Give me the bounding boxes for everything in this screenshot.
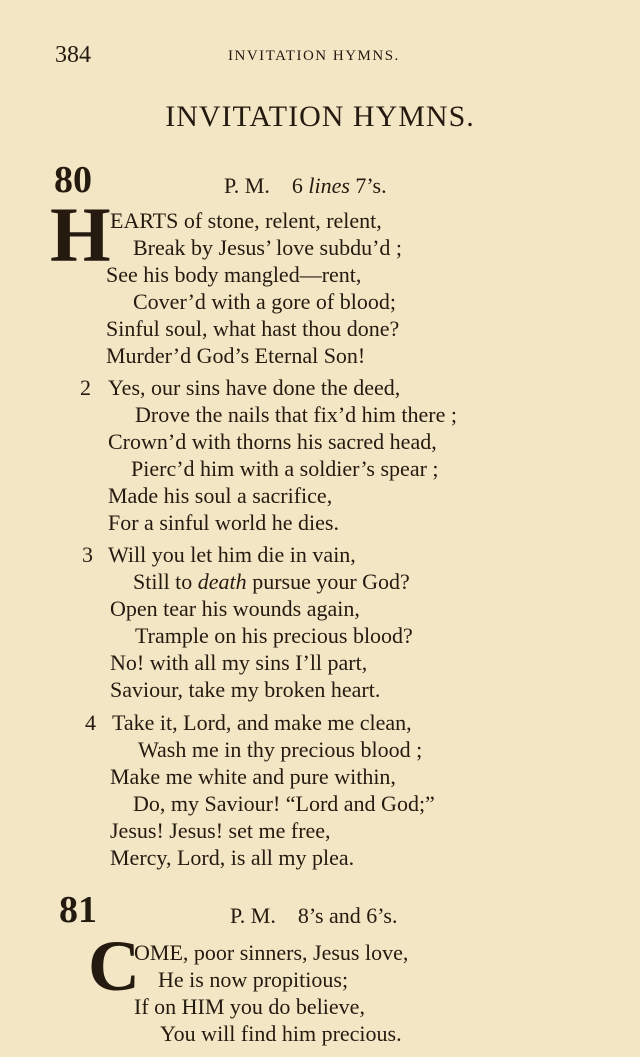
verse-line: Open tear his wounds again, [110, 596, 360, 621]
verse-line: OME, poor sinners, Jesus love, [134, 940, 409, 965]
meter-count: 6 [291, 173, 303, 198]
drop-cap: H [50, 191, 111, 278]
running-title: INVITATION HYMNS. [228, 48, 400, 64]
verse-line: Wash me in thy precious blood ; [138, 737, 423, 762]
drop-cap: C [88, 926, 140, 1006]
verse-line: Trample on his precious blood? [135, 623, 413, 648]
verse-line: Break by Jesus’ love subdu’d ; [133, 235, 403, 260]
verse-line: Cover’d with a gore of blood; [133, 289, 396, 314]
meter-italic: lines [308, 173, 350, 198]
verse-line: Drove the nails that fix’d him there ; [135, 402, 457, 427]
verse-line: No! with all my sins I’ll part, [110, 650, 368, 675]
verse-line-prefix: Still to [133, 569, 198, 594]
verse-line: For a sinful world he dies. [108, 510, 339, 535]
verse-line-rest: pursue your God? [252, 569, 410, 594]
verse-line: He is now propitious; [158, 967, 349, 992]
hymn-meter [230, 903, 397, 929]
verse-line: Do, my Saviour! “Lord and God;” [133, 791, 435, 816]
verse-line: Take it, Lord, and make me clean, [112, 710, 412, 735]
verse-line-italic: death [197, 569, 247, 594]
verse-line: If on HIM you do believe, [134, 994, 365, 1019]
hymn-meter [224, 173, 387, 199]
verse-line: Jesus! Jesus! set me free, [110, 818, 331, 843]
verse-line: EARTS of stone, relent, relent, [110, 208, 382, 233]
verse-line: Pierc’d him with a soldier’s spear ; [131, 456, 439, 481]
verse-line: Yes, our sins have done the deed, [108, 375, 401, 400]
verse-line: Crown’d with thorns his sacred head, [108, 429, 437, 454]
stanza-number: 2 [80, 375, 91, 400]
section-title: INVITATION HYMNS. [165, 100, 475, 133]
verse-line: Will you let him die in vain, [108, 542, 356, 567]
stanza-number: 4 [85, 710, 96, 735]
verse-line: You will find him precious. [160, 1021, 402, 1046]
hymn-number: 81 [59, 889, 97, 931]
meter-text: 8’s and 6’s. [297, 903, 398, 928]
page-number: 384 [55, 42, 91, 68]
verse-line: See his body mangled—rent, [106, 262, 362, 287]
meter-prefix: P. M. [230, 903, 276, 928]
verse-line: Sinful soul, what hast thou done? [106, 316, 400, 341]
verse-line: Made his soul a sacrifice, [108, 483, 333, 508]
verse-line: Mercy, Lord, is all my plea. [110, 845, 355, 870]
verse-line: Make me white and pure within, [110, 764, 396, 789]
stanza-number: 3 [82, 542, 93, 567]
meter-suffix: 7’s. [355, 173, 387, 198]
hymn-number: 80 [54, 159, 92, 201]
verse-line [133, 569, 410, 595]
meter-prefix: P. M. [224, 173, 270, 198]
verse-line: Saviour, take my broken heart. [110, 677, 381, 702]
verse-line: Murder’d God’s Eternal Son! [106, 343, 366, 368]
running-head [0, 42, 640, 72]
